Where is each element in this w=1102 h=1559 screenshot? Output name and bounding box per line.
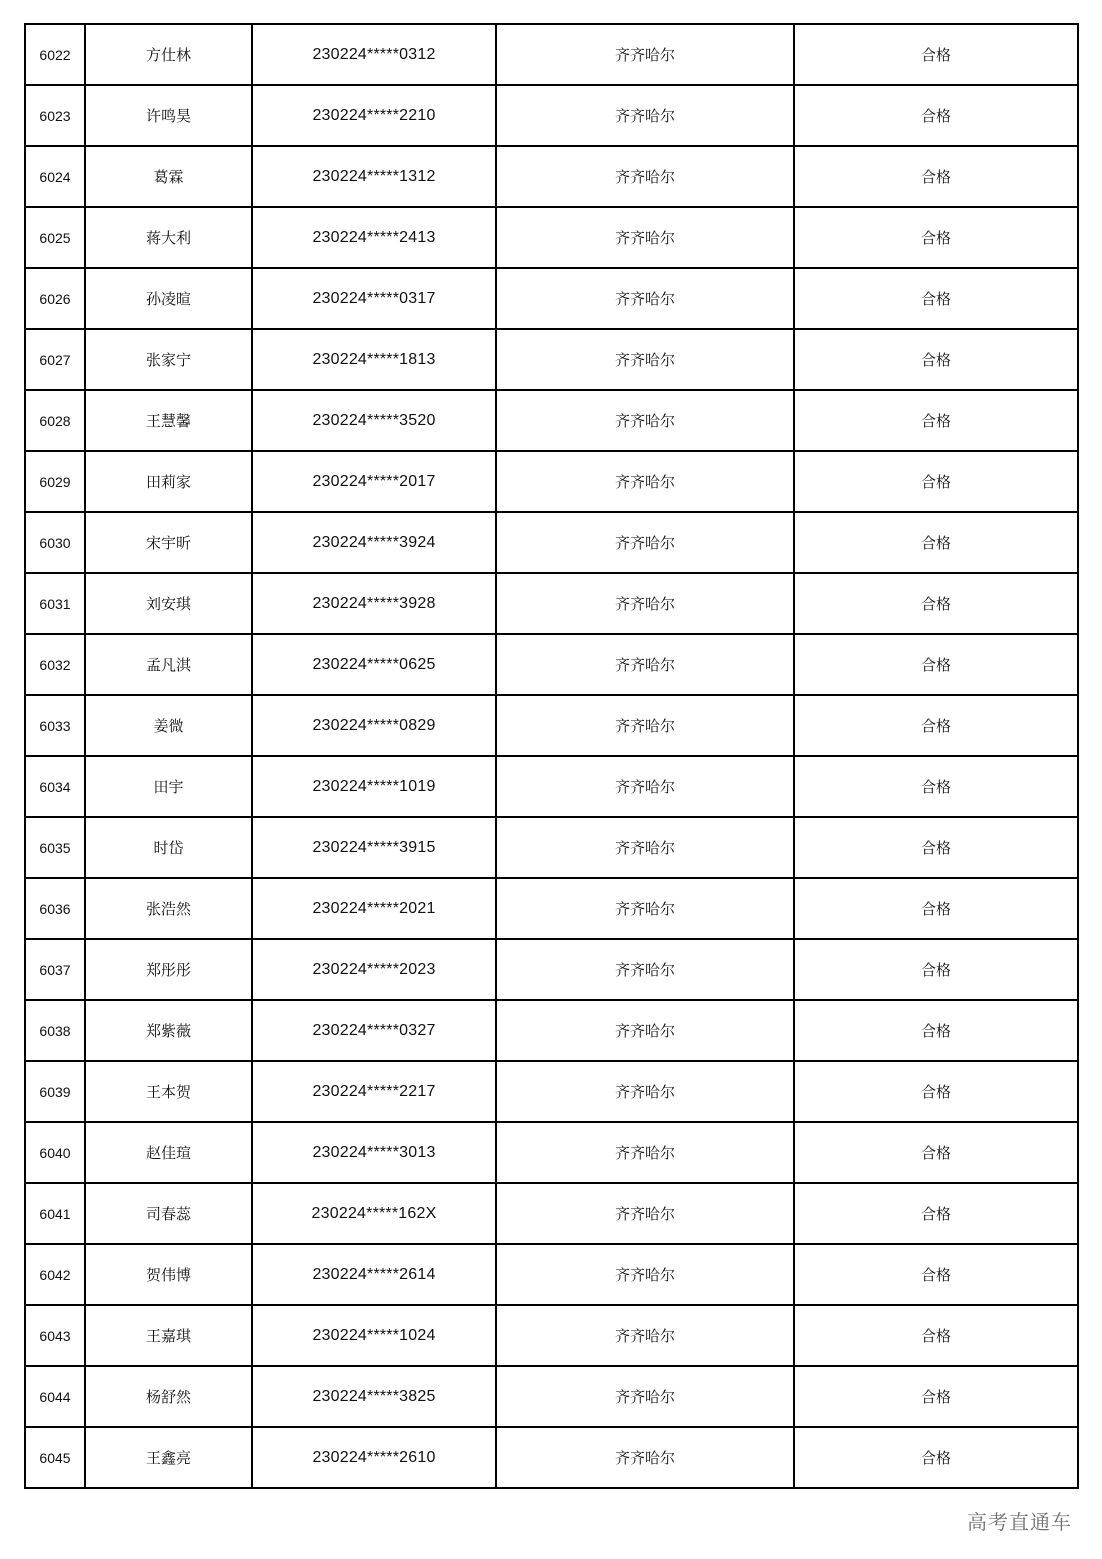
- name-cell: 郑彤彤: [85, 939, 252, 1000]
- region-cell: 齐齐哈尔: [496, 1427, 794, 1488]
- table-row: [25, 695, 1078, 756]
- seq-cell: 6025: [25, 207, 85, 268]
- seq-cell: 6022: [25, 24, 85, 85]
- table-row: [25, 1244, 1078, 1305]
- name-cell: 杨舒然: [85, 1366, 252, 1427]
- region-cell: 齐齐哈尔: [496, 1061, 794, 1122]
- name-cell: 姜微: [85, 695, 252, 756]
- id-number-cell: 230224*****0625: [252, 634, 496, 695]
- result-cell: 合格: [794, 24, 1078, 85]
- id-number-cell: 230224*****162X: [252, 1183, 496, 1244]
- seq-cell: 6039: [25, 1061, 85, 1122]
- result-cell: 合格: [794, 1000, 1078, 1061]
- seq-cell: 6024: [25, 146, 85, 207]
- seq-cell: 6044: [25, 1366, 85, 1427]
- seq-cell: 6028: [25, 390, 85, 451]
- name-cell: 孙凌暄: [85, 268, 252, 329]
- region-cell: 齐齐哈尔: [496, 268, 794, 329]
- seq-cell: 6029: [25, 451, 85, 512]
- table-row: [25, 1000, 1078, 1061]
- result-cell: 合格: [794, 1427, 1078, 1488]
- name-cell: 贺伟博: [85, 1244, 252, 1305]
- name-cell: 王嘉琪: [85, 1305, 252, 1366]
- region-cell: 齐齐哈尔: [496, 817, 794, 878]
- id-number-cell: 230224*****3928: [252, 573, 496, 634]
- seq-cell: 6033: [25, 695, 85, 756]
- table-row: [25, 512, 1078, 573]
- table-row: [25, 939, 1078, 1000]
- name-cell: 王鑫亮: [85, 1427, 252, 1488]
- id-number-cell: 230224*****0317: [252, 268, 496, 329]
- region-cell: 齐齐哈尔: [496, 207, 794, 268]
- table-row: [25, 1305, 1078, 1366]
- name-cell: 司春蕊: [85, 1183, 252, 1244]
- id-number-cell: 230224*****2217: [252, 1061, 496, 1122]
- name-cell: 田莉家: [85, 451, 252, 512]
- table-row: [25, 1122, 1078, 1183]
- seq-cell: 6036: [25, 878, 85, 939]
- table-row: [25, 1061, 1078, 1122]
- result-cell: 合格: [794, 573, 1078, 634]
- region-cell: 齐齐哈尔: [496, 146, 794, 207]
- table-row: [25, 1366, 1078, 1427]
- id-number-cell: 230224*****2021: [252, 878, 496, 939]
- result-cell: 合格: [794, 329, 1078, 390]
- seq-cell: 6043: [25, 1305, 85, 1366]
- seq-cell: 6041: [25, 1183, 85, 1244]
- results-table-body: [25, 24, 1078, 1488]
- name-cell: 王本贺: [85, 1061, 252, 1122]
- id-number-cell: 230224*****3915: [252, 817, 496, 878]
- table-row: [25, 756, 1078, 817]
- name-cell: 葛霖: [85, 146, 252, 207]
- name-cell: 赵佳瑄: [85, 1122, 252, 1183]
- seq-cell: 6045: [25, 1427, 85, 1488]
- region-cell: 齐齐哈尔: [496, 939, 794, 1000]
- result-cell: 合格: [794, 1183, 1078, 1244]
- id-number-cell: 230224*****3013: [252, 1122, 496, 1183]
- table-row: [25, 85, 1078, 146]
- id-number-cell: 230224*****2413: [252, 207, 496, 268]
- table-row: [25, 207, 1078, 268]
- name-cell: 郑紫薇: [85, 1000, 252, 1061]
- name-cell: 张浩然: [85, 878, 252, 939]
- region-cell: 齐齐哈尔: [496, 1000, 794, 1061]
- result-cell: 合格: [794, 1244, 1078, 1305]
- seq-cell: 6026: [25, 268, 85, 329]
- name-cell: 孟凡淇: [85, 634, 252, 695]
- seq-cell: 6023: [25, 85, 85, 146]
- result-cell: 合格: [794, 390, 1078, 451]
- id-number-cell: 230224*****3825: [252, 1366, 496, 1427]
- name-cell: 张家宁: [85, 329, 252, 390]
- region-cell: 齐齐哈尔: [496, 512, 794, 573]
- region-cell: 齐齐哈尔: [496, 1366, 794, 1427]
- table-row: [25, 878, 1078, 939]
- result-cell: 合格: [794, 695, 1078, 756]
- seq-cell: 6040: [25, 1122, 85, 1183]
- id-number-cell: 230224*****1019: [252, 756, 496, 817]
- table-row: [25, 146, 1078, 207]
- result-cell: 合格: [794, 451, 1078, 512]
- region-cell: 齐齐哈尔: [496, 695, 794, 756]
- seq-cell: 6034: [25, 756, 85, 817]
- id-number-cell: 230224*****2017: [252, 451, 496, 512]
- seq-cell: 6035: [25, 817, 85, 878]
- id-number-cell: 230224*****2210: [252, 85, 496, 146]
- result-cell: 合格: [794, 939, 1078, 1000]
- result-cell: 合格: [794, 634, 1078, 695]
- region-cell: 齐齐哈尔: [496, 451, 794, 512]
- region-cell: 齐齐哈尔: [496, 390, 794, 451]
- table-row: [25, 268, 1078, 329]
- region-cell: 齐齐哈尔: [496, 1244, 794, 1305]
- region-cell: 齐齐哈尔: [496, 573, 794, 634]
- table-row: [25, 390, 1078, 451]
- result-cell: 合格: [794, 146, 1078, 207]
- table-row: [25, 573, 1078, 634]
- seq-cell: 6038: [25, 1000, 85, 1061]
- region-cell: 齐齐哈尔: [496, 634, 794, 695]
- seq-cell: 6037: [25, 939, 85, 1000]
- id-number-cell: 230224*****1813: [252, 329, 496, 390]
- name-cell: 刘安琪: [85, 573, 252, 634]
- result-cell: 合格: [794, 207, 1078, 268]
- table-row: [25, 451, 1078, 512]
- name-cell: 王慧馨: [85, 390, 252, 451]
- id-number-cell: 230224*****2610: [252, 1427, 496, 1488]
- id-number-cell: 230224*****0829: [252, 695, 496, 756]
- name-cell: 许鸣昊: [85, 85, 252, 146]
- result-cell: 合格: [794, 878, 1078, 939]
- region-cell: 齐齐哈尔: [496, 329, 794, 390]
- id-number-cell: 230224*****0327: [252, 1000, 496, 1061]
- table-row: [25, 634, 1078, 695]
- region-cell: 齐齐哈尔: [496, 1305, 794, 1366]
- region-cell: 齐齐哈尔: [496, 1122, 794, 1183]
- table-row: [25, 817, 1078, 878]
- table-row: [25, 1183, 1078, 1244]
- id-number-cell: 230224*****1024: [252, 1305, 496, 1366]
- id-number-cell: 230224*****3924: [252, 512, 496, 573]
- seq-cell: 6032: [25, 634, 85, 695]
- seq-cell: 6031: [25, 573, 85, 634]
- name-cell: 田宇: [85, 756, 252, 817]
- name-cell: 宋宇昕: [85, 512, 252, 573]
- result-cell: 合格: [794, 1061, 1078, 1122]
- table-row: [25, 329, 1078, 390]
- seq-cell: 6027: [25, 329, 85, 390]
- region-cell: 齐齐哈尔: [496, 878, 794, 939]
- id-number-cell: 230224*****0312: [252, 24, 496, 85]
- name-cell: 方仕林: [85, 24, 252, 85]
- id-number-cell: 230224*****2023: [252, 939, 496, 1000]
- result-cell: 合格: [794, 85, 1078, 146]
- id-number-cell: 230224*****3520: [252, 390, 496, 451]
- seq-cell: 6030: [25, 512, 85, 573]
- result-cell: 合格: [794, 1305, 1078, 1366]
- region-cell: 齐齐哈尔: [496, 85, 794, 146]
- result-cell: 合格: [794, 1366, 1078, 1427]
- result-cell: 合格: [794, 1122, 1078, 1183]
- result-cell: 合格: [794, 756, 1078, 817]
- region-cell: 齐齐哈尔: [496, 756, 794, 817]
- result-cell: 合格: [794, 817, 1078, 878]
- table-row: [25, 1427, 1078, 1488]
- id-number-cell: 230224*****2614: [252, 1244, 496, 1305]
- seq-cell: 6042: [25, 1244, 85, 1305]
- watermark: 高考直通车: [965, 1506, 1074, 1535]
- region-cell: 齐齐哈尔: [496, 24, 794, 85]
- results-table: [24, 23, 1079, 1489]
- result-cell: 合格: [794, 512, 1078, 573]
- name-cell: 蒋大利: [85, 207, 252, 268]
- table-row: [25, 24, 1078, 85]
- region-cell: 齐齐哈尔: [496, 1183, 794, 1244]
- result-cell: 合格: [794, 268, 1078, 329]
- name-cell: 时岱: [85, 817, 252, 878]
- id-number-cell: 230224*****1312: [252, 146, 496, 207]
